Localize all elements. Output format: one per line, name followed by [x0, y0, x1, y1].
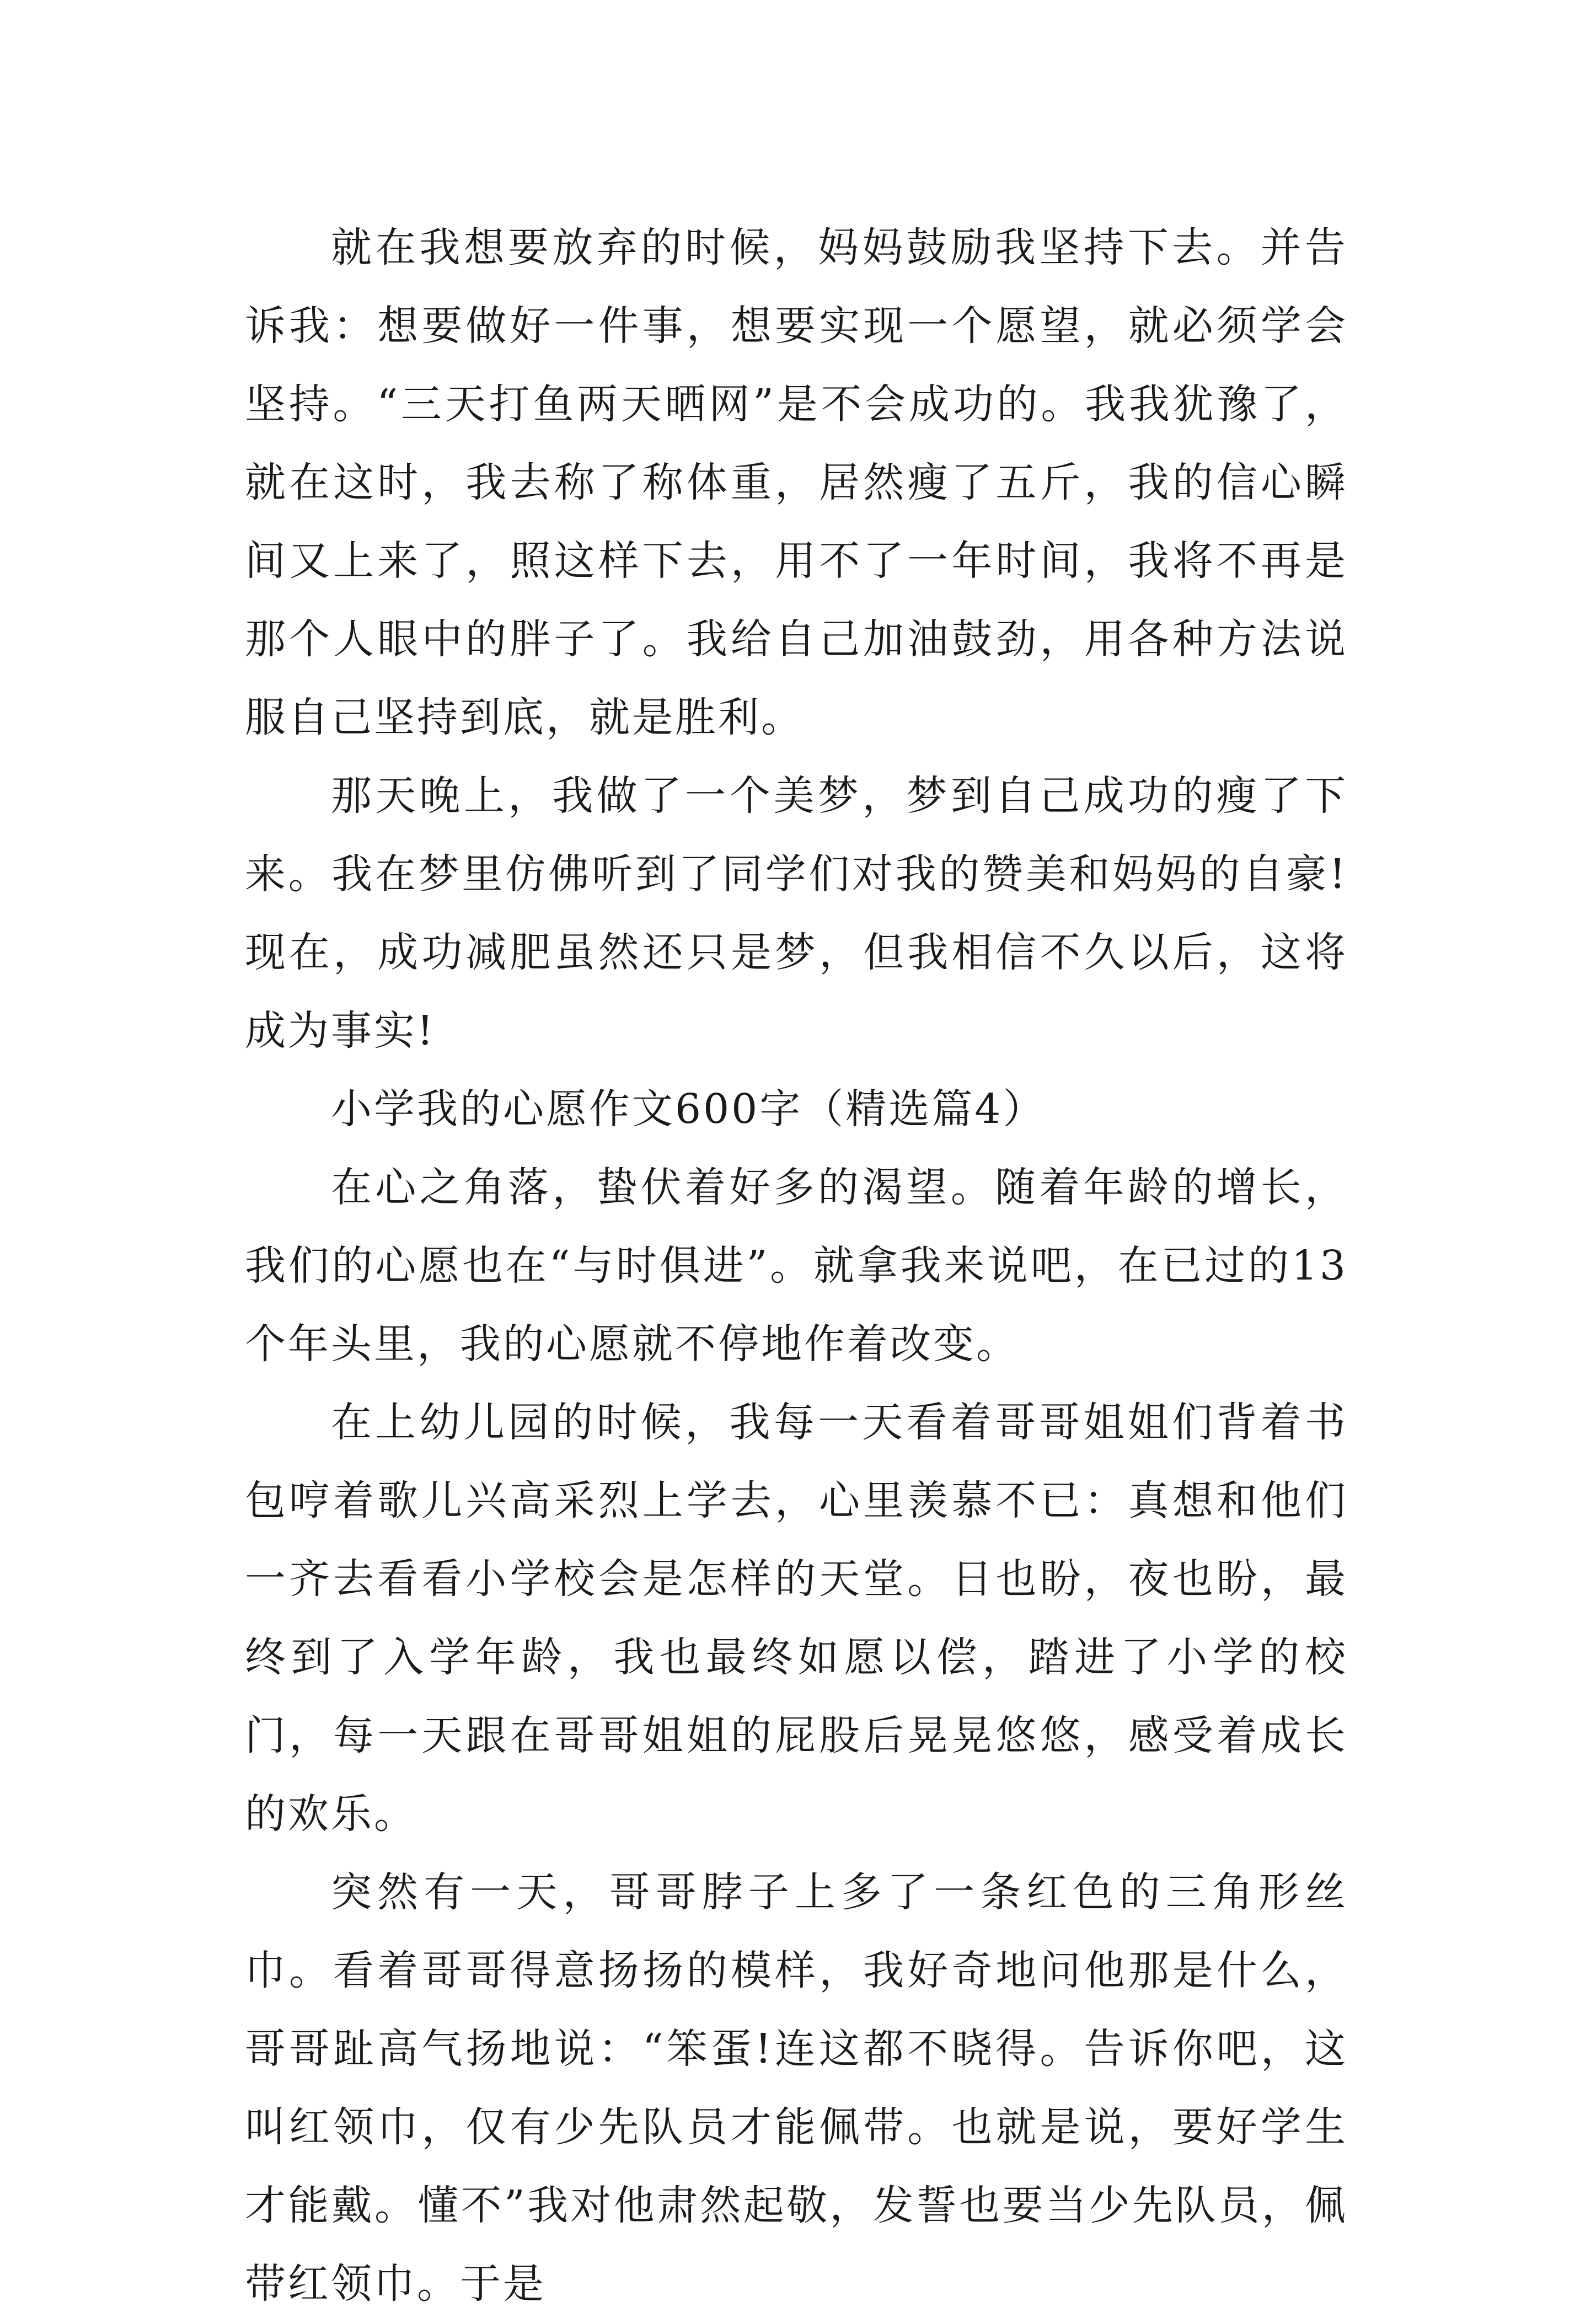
paragraph-5: 突然有一天，哥哥脖子上多了一条红色的三角形丝巾。看着哥哥得意扬扬的模样，我好奇地问他那是什么，哥哥趾高气扬地说：“笨蛋!连这都不晓得。告诉你吧，这叫红领巾，仅有少先队员才能佩带。也就是说，要好学生才能戴。懂不”我对他肃然起敬，发誓也要当少先队员，佩带红领巾。于是 — [245, 1869, 1348, 2308]
paragraph-4: 在上幼儿园的时候，我每一天看着哥哥姐姐们背着书包哼着歌儿兴高采烈上学去，心里羡慕不已：真想和他们一齐去看看小学校会是怎样的天堂。日也盼，夜也盼，最终到了入学年龄，我也最终如愿以偿，踏进了小学的校门，每一天跟在哥哥姐姐的屁股后晃晃悠悠，感受着成长的欢乐。 — [245, 1399, 1348, 1838]
paragraph-3: 在心之角落，蛰伏着好多的渴望。随着年龄的增长，我们的心愿也在“与时俱进”。就拿我来说吧，在已过的13个年头里，我的心愿就不停地作着改变。 — [245, 1164, 1348, 1368]
paragraph-2: 那天晚上，我做了一个美梦，梦到自己成功的瘦了下来。我在梦里仿佛听到了同学们对我的赞美和妈妈的自豪!现在，成功减肥虽然还只是梦，但我相信不久以后，这将成为事实! — [245, 772, 1348, 1055]
paragraph-1: 就在我想要放弃的时候，妈妈鼓励我坚持下去。并告诉我：想要做好一件事，想要实现一个愿望，就必须学会坚持。“三天打鱼两天晒网”是不会成功的。我我犹豫了，就在这时，我去称了称体重，居然瘦了五斤，我的信心瞬间又上来了，照这样下去，用不了一年时间，我将不再是那个人眼中的胖子了。我给自己加油鼓劲，用各种方法说服自己坚持到底，就是胜利。 — [245, 224, 1348, 741]
section-heading: 小学我的心愿作文600字（精选篇4） — [331, 1085, 1046, 1133]
document-body — [245, 208, 1348, 2323]
